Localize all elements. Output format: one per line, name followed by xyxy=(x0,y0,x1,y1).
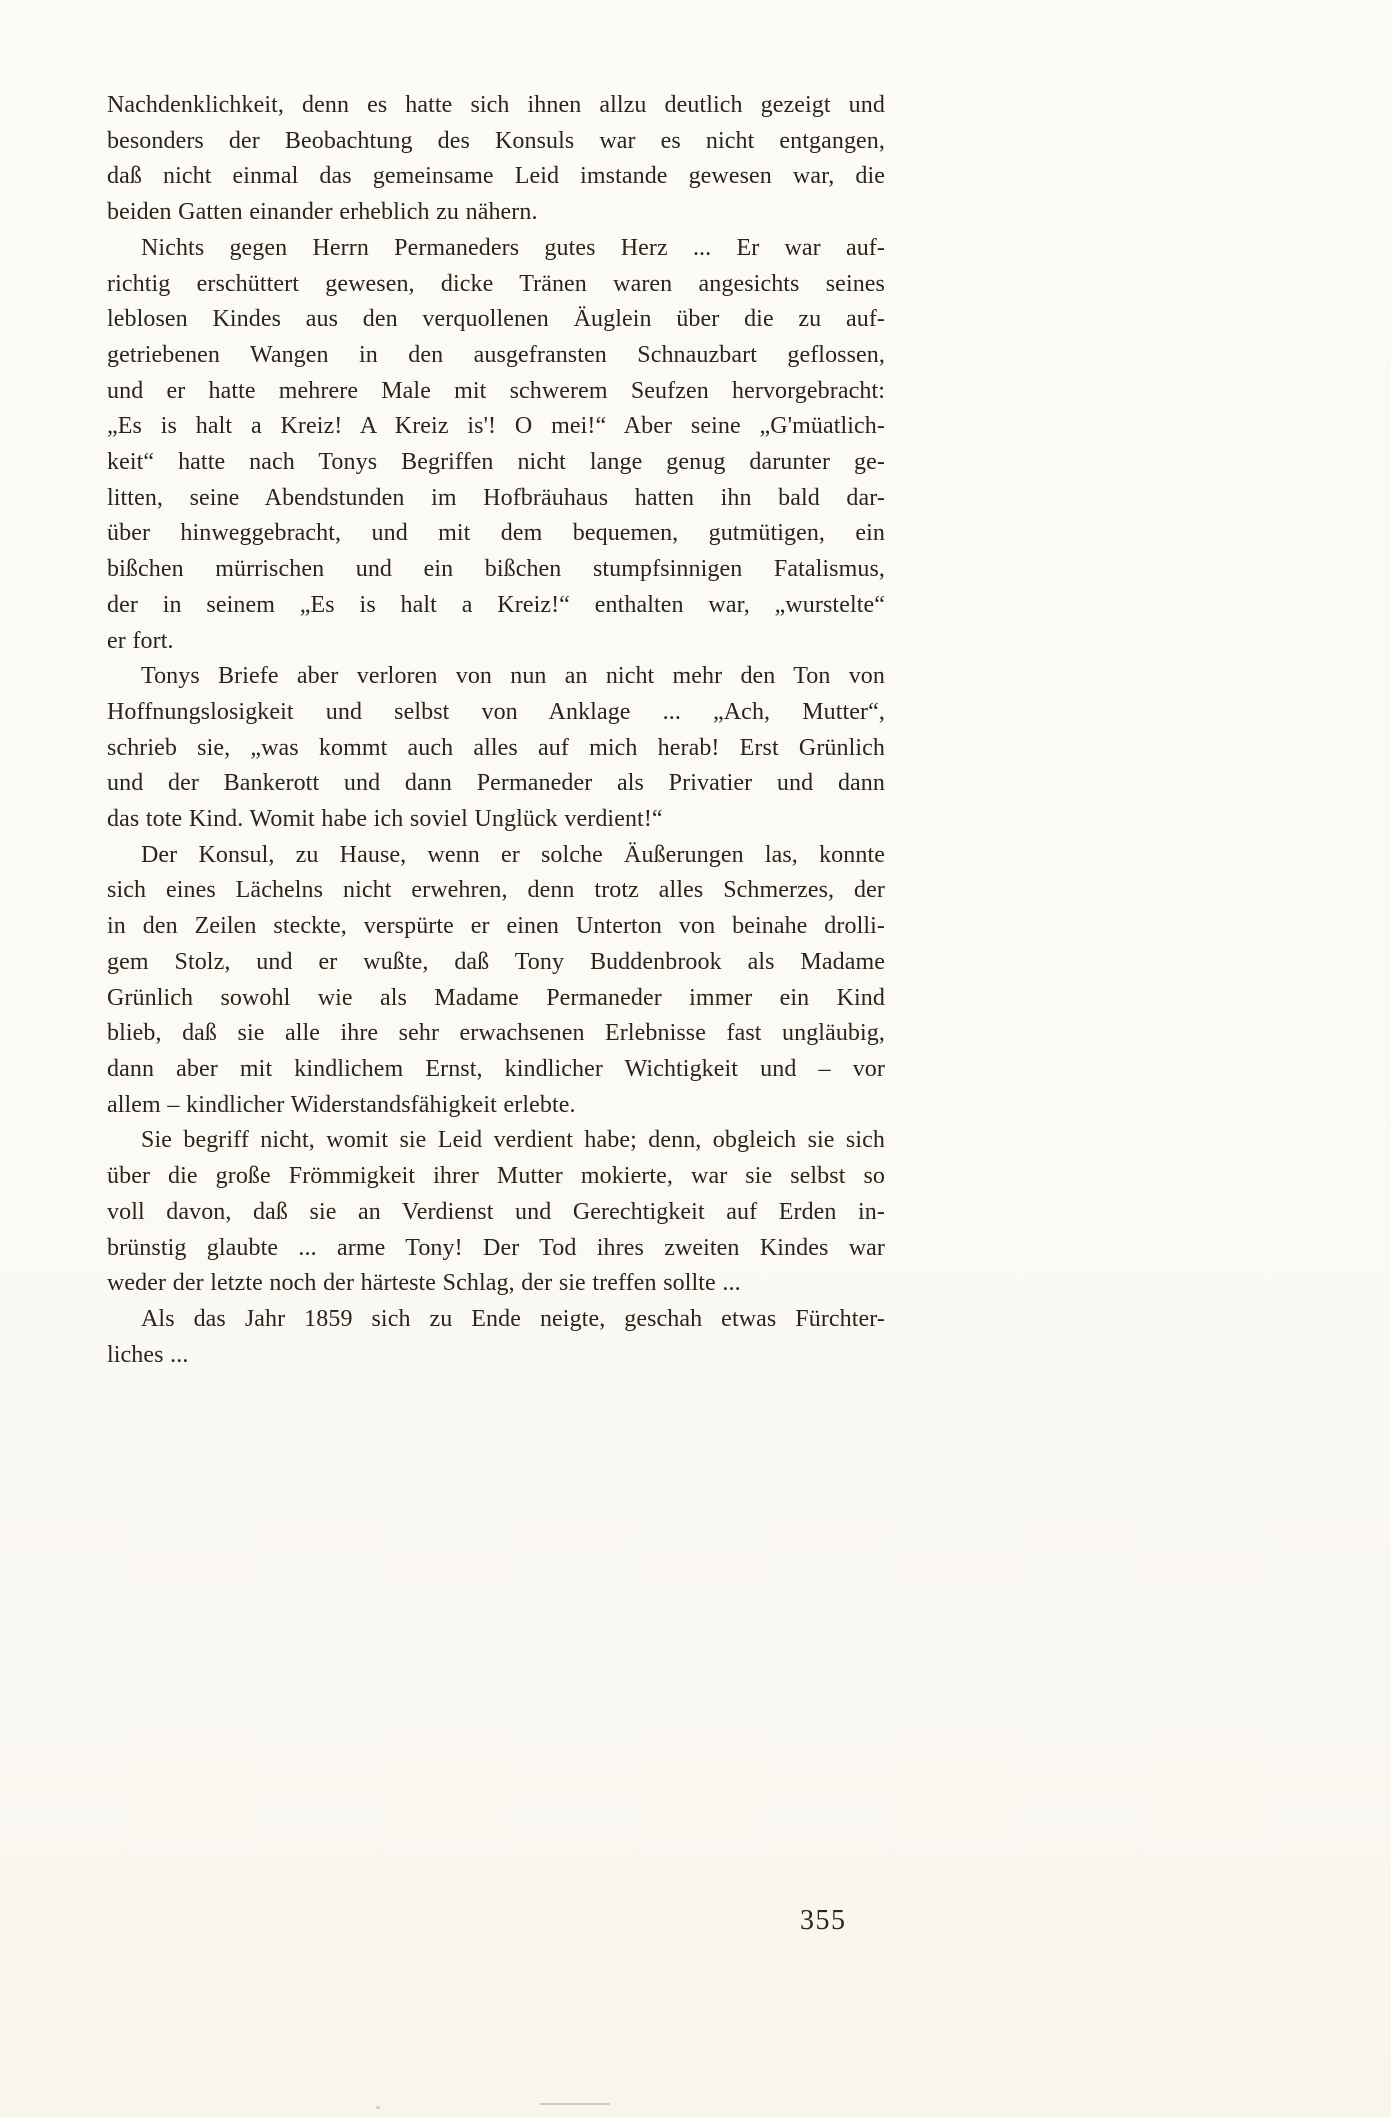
text-line: über hinweggebracht, und mit dem bequemen, gutmütigen, ein xyxy=(107,520,885,547)
text-line: „Es is halt a Kreiz! A Kreiz is'! O mei!“ Aber seine „G'müatlich- xyxy=(107,413,885,440)
text-line: liches ... xyxy=(107,1341,189,1368)
text-line: brünstig glaubte ... arme Tony! Der Tod ihres zweiten Kindes war xyxy=(107,1234,885,1261)
text-line: schrieb sie, „was kommt auch alles auf mich herab! Erst Grünlich xyxy=(107,734,885,761)
text-line: Grünlich sowohl wie als Madame Permaneder immer ein Kind xyxy=(107,984,885,1011)
text-line: der in seinem „Es is halt a Kreiz!“ enthalten war, „wurstelte“ xyxy=(107,591,885,618)
text-line: Nichts gegen Herrn Permaneders gutes Herz ... Er war auf- xyxy=(141,234,885,261)
text-line: er fort. xyxy=(107,627,174,654)
page-number: 355 xyxy=(800,1905,847,1936)
text-line: litten, seine Abendstunden im Hofbräuhaus hatten ihn bald dar- xyxy=(107,484,885,511)
scan-dot xyxy=(376,2106,380,2109)
text-line: voll davon, daß sie an Verdienst und Gerechtigkeit auf Erden in- xyxy=(107,1198,885,1225)
text-line: getriebenen Wangen in den ausgefransten Schnauzbart geflossen, xyxy=(107,341,885,368)
text-line: Hoffnungslosigkeit und selbst von Anklage ... „Ach, Mutter“, xyxy=(107,698,885,725)
text-line: über die große Frömmigkeit ihrer Mutter mokierte, war sie selbst so xyxy=(107,1163,885,1190)
paragraph xyxy=(107,231,885,659)
text-line: gem Stolz, und er wußte, daß Tony Buddenbrook als Madame xyxy=(107,948,885,975)
scan-artifact xyxy=(540,2103,610,2105)
text-line: Tonys Briefe aber verloren von nun an nicht mehr den Ton von xyxy=(141,663,885,690)
text-line: dann aber mit kindlichem Ernst, kindlicher Wichtigkeit und – vor xyxy=(107,1055,885,1082)
text-line: leblosen Kindes aus den verquollenen Äuglein über die zu auf- xyxy=(107,306,885,333)
text-line: Sie begriff nicht, womit sie Leid verdient habe; denn, obgleich sie sich xyxy=(141,1127,885,1154)
text-line: Nachdenklichkeit, denn es hatte sich ihnen allzu deutlich gezeigt und xyxy=(107,92,885,118)
paragraph xyxy=(107,88,885,231)
text-line: blieb, daß sie alle ihre sehr erwachsenen Erlebnisse fast ungläubig, xyxy=(107,1020,885,1047)
paragraph xyxy=(107,659,885,838)
text-line: und der Bankerott und dann Permaneder als Privatier und dann xyxy=(107,770,885,797)
text-line: bißchen mürrischen und ein bißchen stumpfsinnigen Fatalismus, xyxy=(107,556,885,583)
text-line: allem – kindlicher Widerstandsfähigkeit erlebte. xyxy=(107,1091,576,1118)
paragraph xyxy=(107,838,885,1124)
paragraph xyxy=(107,1302,885,1373)
text-line: Der Konsul, zu Hause, wenn er solche Äußerungen las, konnte xyxy=(141,841,885,868)
text-line: sich eines Lächelns nicht erwehren, denn trotz alles Schmerzes, der xyxy=(107,877,885,904)
text-line: weder der letzte noch der härteste Schlag, der sie treffen sollte ... xyxy=(107,1270,741,1297)
text-line: richtig erschüttert gewesen, dicke Tränen waren angesichts seines xyxy=(107,270,885,297)
text-line: beiden Gatten einander erheblich zu nähern. xyxy=(107,199,538,226)
text-block xyxy=(107,88,885,1373)
text-line: keit“ hatte nach Tonys Begriffen nicht lange genug darunter ge- xyxy=(107,449,885,476)
paragraph xyxy=(107,1123,885,1302)
text-line: das tote Kind. Womit habe ich soviel Unglück verdient!“ xyxy=(107,806,663,833)
text-line: daß nicht einmal das gemeinsame Leid imstande gewesen war, die xyxy=(107,163,885,190)
text-line: und er hatte mehrere Male mit schwerem Seufzen hervorgebracht: xyxy=(107,377,885,404)
text-line: besonders der Beobachtung des Konsuls war es nicht entgangen, xyxy=(107,127,885,154)
text-line: Als das Jahr 1859 sich zu Ende neigte, geschah etwas Fürchter- xyxy=(141,1305,885,1332)
text-line: in den Zeilen steckte, verspürte er einen Unterton von beinahe drolli- xyxy=(107,913,885,940)
